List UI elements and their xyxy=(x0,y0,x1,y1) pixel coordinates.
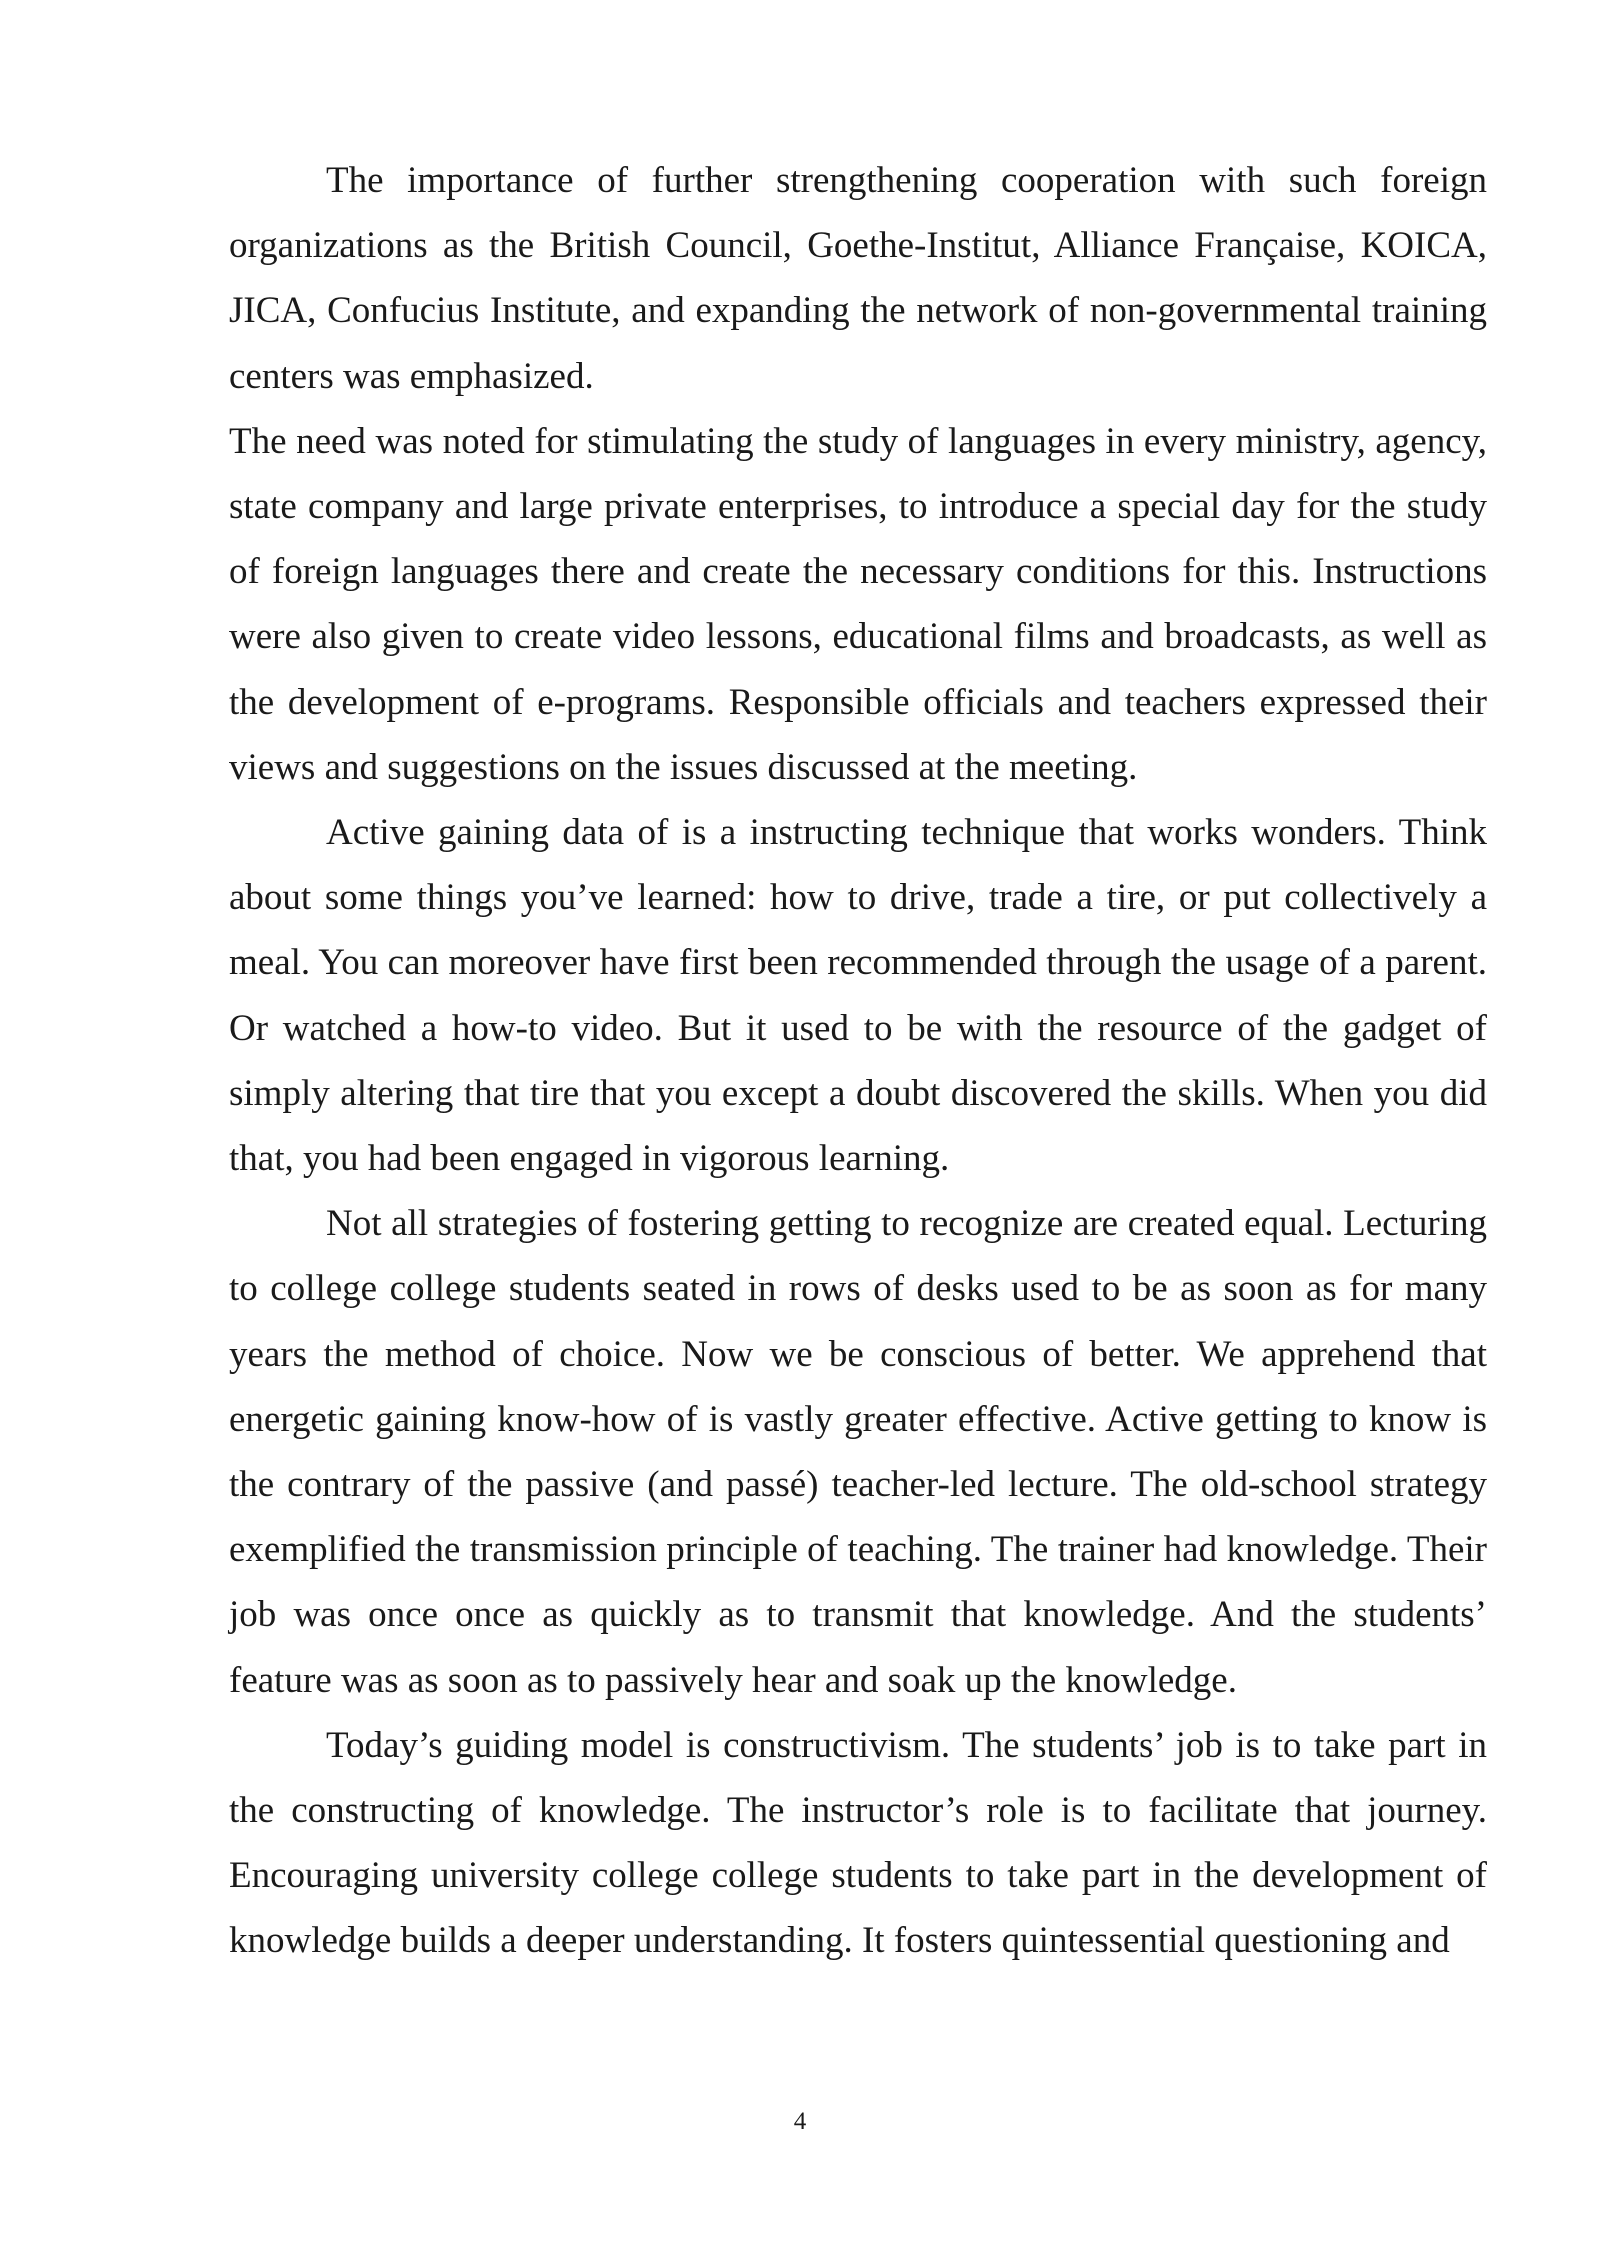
paragraph-cooperation: The importance of further strengthening cooperation with such foreign organizations as the British Council, Goethe-Institut, Alliance Française, KOICA, JICA, Confucius Institute, and expanding the network of non-governmental training centers was emphasized. xyxy=(229,160,1487,397)
paragraph-strategies: Not all strategies of fostering getting to recognize are created equal. Lecturing to college college students seated in rows of desks used to be as soon as for many years the method of choice. Now we be conscious of better. We apprehend that energetic gaining know-how of is vastly greater effective. Active getting to know is the contrary of the passive (and passé) teacher-led lecture. The old-school strategy exemplified the transmission principle of teaching. The trainer had knowledge. Their job was once once as quickly as to transmit that knowledge. And the students’ feature was as soon as to passively hear and soak up the knowledge. xyxy=(229,1203,1487,1701)
paragraph-language-study: The need was noted for stimulating the study of languages in every ministry, agency, state company and large private enterprises, to introduce a special day for the study of foreign languages there and create the necessary conditions for this. Instructions were also given to create video lessons, educational films and broadcasts, as well as the development of e-programs. Responsible officials and teachers expressed their views and suggestions on the issues discussed at the meeting. xyxy=(229,420,1487,788)
page-number: 4 xyxy=(793,2108,807,2135)
body-text xyxy=(229,148,1487,1974)
paragraph-constructivism: Today’s guiding model is constructivism. The students’ job is to take part in the constructing of knowledge. The instructor’s role is to facilitate that journey. Encouraging university college college students to take part in the development of knowledge builds a deeper understanding. It fosters quintessential questioning and xyxy=(229,1724,1487,1962)
paragraph-active-learning: Active gaining data of is a instructing technique that works wonders. Think about some things you’ve learned: how to drive, trade a tire, or put collectively a meal. You can moreover have first been recommended through the usage of a parent. Or watched a how-to video. But it used to be with the resource of the gadget of simply altering that tire that you except a doubt discovered the skills. When you did that, you had been engaged in vigorous learning. xyxy=(229,812,1487,1180)
